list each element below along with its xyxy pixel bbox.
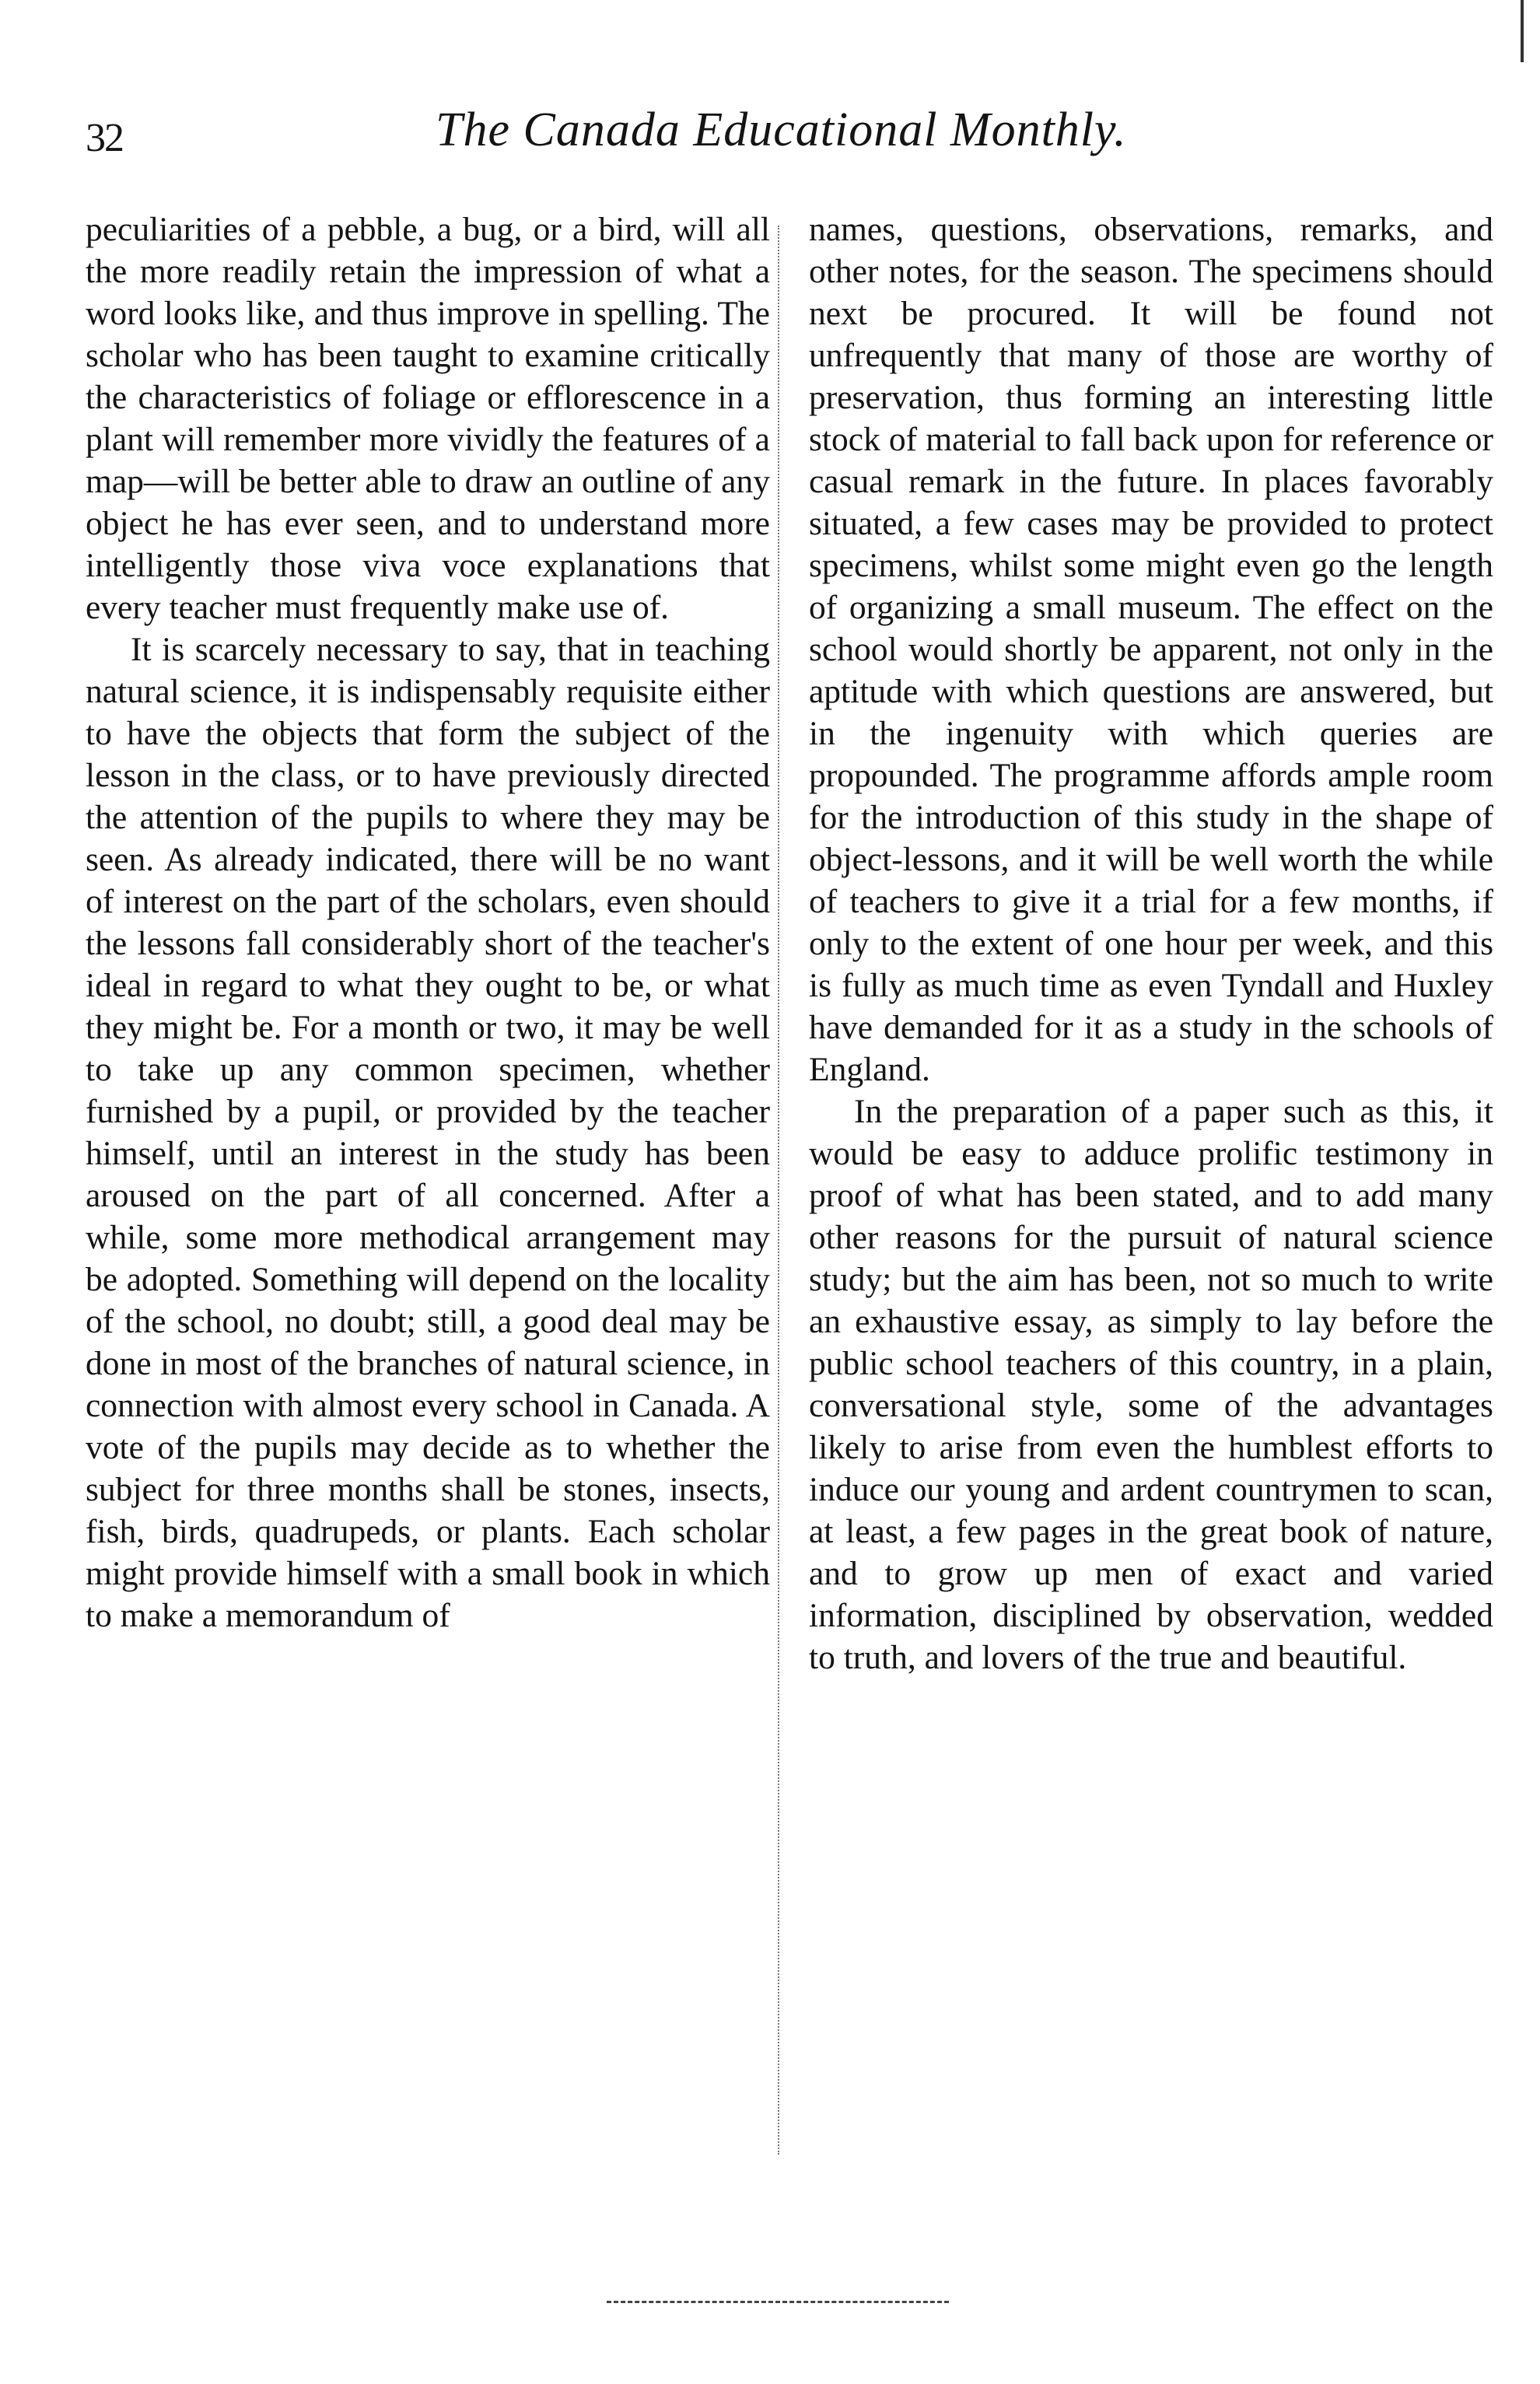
paragraph: In the preparation of a paper such as this, it would be easy to adduce prolific testimony in proof of what has been stated, and to add many other reasons for the pursuit of natural science study; but the aim has been, not so much to write an exhaustive essay, as simply to lay before the public school teachers of this country, in a plain, conversational style, some of the advantages likely to arise from even the humblest efforts to induce our young and ardent countrymen to scan, at least, a few pages in the great book of nature, and to grow up men of exact and varied information, disciplined by observation, wedded to truth, and lovers of the true and beautiful. [809, 1093, 1493, 1676]
page-edge-mark [1512, 0, 1532, 62]
paragraph: peculiarities of a pebble, a bug, or a bird, will all the more readily retain the impression of what a word looks like, and thus improve in spelling. The scholar who has been taught to examine critically the characteristics of foliage or efflorescence in a plant will remember more vividly the features of a map—will be better able to draw an outline of any object he has ever seen, and to understand more intelligently those viva voce explanations that every teacher must frequently make use of. [86, 211, 770, 626]
paragraph: It is scarcely necessary to say, that in teaching natural science, it is indispensably requisite either to have the objects that form the subject of the lesson in the class, or to have previously directed the attention of the pupils to where they may be seen. As already indicated, there will be no want of interest on the part of the scholars, even should the lessons fall considerably short of the teacher's ideal in regard to what they ought to be, or what they might be. For a month or two, it may be well to take up any common specimen, whether furnished by a pupil, or provided by the teacher himself, until an interest in the study has been aroused on the part of all concerned. After a while, some more methodical arrangement may be adopted. Something will depend on the locality of the school, no doubt; still, a good deal may be done in most of the branches of natural science, in connection with almost every school in Canada. A vote of the pupils may decide as to whether the subject for three months shall be stones, insects, fish, birds, quadrupeds, or plants. Each scholar might provide himself with a small book in which to make a memorandum of [86, 631, 770, 1634]
left-column [86, 208, 770, 1637]
column-divider [778, 226, 779, 2155]
right-column [809, 208, 1493, 1679]
page-header [86, 103, 1478, 165]
footer-rule [607, 2301, 949, 2303]
page-number: 32 [86, 116, 123, 160]
running-head: The Canada Educational Monthly. [436, 103, 1127, 156]
paragraph: names, questions, observations, remarks, and other notes, for the season. The specimens should next be procured. It will be found not unfrequently that many of those are worthy of preservation, thus forming an interesting little stock of material to fall back upon for reference or casual remark in the future. In places favorably situated, a few cases may be provided to protect specimens, whilst some might even go the length of organizing a small museum. The effect on the school would shortly be apparent, not only in the aptitude with which questions are answered, but in the ingenuity with which queries are propounded. The programme affords ample room for the introduction of this study in the shape of object-lessons, and it will be well worth the while of teachers to give it a trial for a few months, if only to the extent of one hour per week, and this is fully as much time as even Tyndall and Huxley have demanded for it as a study in the schools of England. [809, 211, 1493, 1088]
